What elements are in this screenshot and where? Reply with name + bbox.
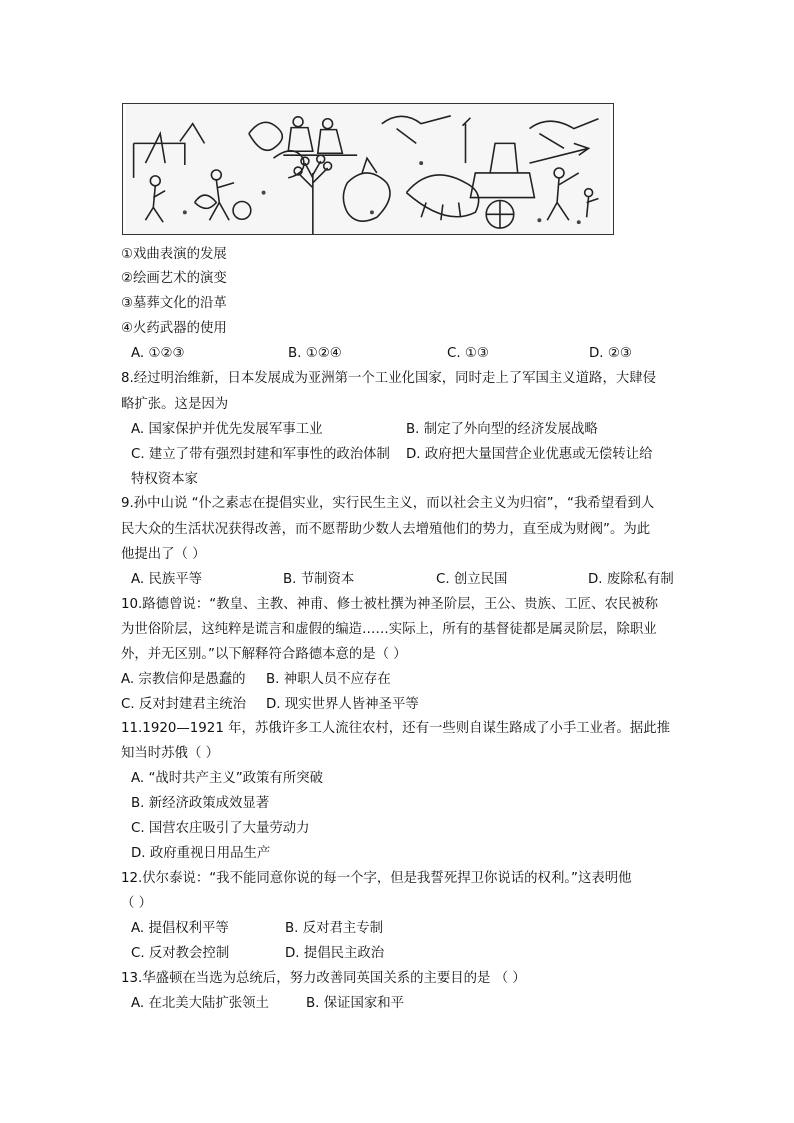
q13-stem: 13.华盛顿在当选为总统后，努力改善同英国关系的主要目的是 （ ） — [121, 971, 526, 986]
q8-stem-line-2: 略扩张。这是因为 — [121, 397, 229, 412]
q7-option-b[interactable]: B. ①②④ — [288, 346, 342, 361]
q10-stem-line-2: 为世俗阶层，这纯粹是谎言和虚假的编造……实际上，所有的基督徒都是属灵阶层，除职业 — [121, 622, 657, 637]
q8-option-a[interactable]: A. 国家保护并优先发展军事工业 — [131, 422, 323, 437]
q11-option-b[interactable]: B. 新经济政策成效显著 — [131, 796, 270, 811]
q10-option-a[interactable]: A. 宗教信仰是愚蠢的 — [121, 672, 246, 687]
q7-item-4: ④火药武器的使用 — [121, 321, 227, 336]
q12-stem-line-2: （ ） — [121, 896, 153, 911]
q8-option-d-continued: 特权资本家 — [131, 472, 198, 487]
q12-stem-line-1: 12.伏尔泰说：“我不能同意你说的每一个字，但是我誓死捍卫你说话的权利。”这表明他 — [121, 871, 632, 886]
q10-option-d[interactable]: D. 现实世界人皆神圣平等 — [266, 697, 419, 712]
q13-option-b[interactable]: B. 保证国家和平 — [306, 996, 405, 1011]
q10-stem-line-3: 外，并无区别。”以下解释符合路德本意的是（ ） — [121, 647, 407, 662]
q10-option-b[interactable]: B. 神职人员不应存在 — [266, 672, 391, 687]
q10-option-c[interactable]: C. 反对封建君主统治 — [121, 697, 246, 712]
q9-option-b[interactable]: B. 节制资本 — [283, 572, 355, 587]
q9-option-d[interactable]: D. 废除私有制 — [588, 572, 674, 587]
q12-option-d[interactable]: D. 提倡民主政治 — [285, 946, 385, 961]
q11-stem-line-2: 知当时苏俄（ ） — [121, 746, 219, 761]
q9-option-a[interactable]: A. 民族平等 — [131, 572, 202, 587]
q13-option-a[interactable]: A. 在北美大陆扩张领土 — [131, 996, 269, 1011]
q11-option-a[interactable]: A. “战时共产主义”政策有所突破 — [131, 771, 323, 786]
q9-stem-line-1: 9.孙中山说 “仆之素志在提倡实业，实行民生主义，而以社会主义为归宿”，“我希望看到人 — [121, 496, 655, 511]
q12-option-c[interactable]: C. 反对教会控制 — [131, 946, 230, 961]
q8-option-d[interactable]: D. 政府把大量国营企业优惠或无偿转让给 — [406, 447, 653, 462]
q9-stem-line-2: 民大众的生活状况获得改善，而不愿帮助少数人去增殖他们的势力，直至成为财阀”。为此 — [121, 522, 651, 537]
q7-option-c[interactable]: C. ①③ — [447, 346, 489, 361]
q12-option-a[interactable]: A. 提倡权利平等 — [131, 921, 229, 936]
relief-illustration — [122, 103, 614, 235]
q7-item-2: ②绘画艺术的演变 — [121, 271, 227, 286]
q9-stem-line-3: 他提出了（ ） — [121, 547, 206, 562]
q11-option-d[interactable]: D. 政府重视日用品生产 — [131, 846, 271, 861]
q8-option-b[interactable]: B. 制定了外向型的经济发展战略 — [406, 422, 598, 437]
q9-option-c[interactable]: C. 创立民国 — [436, 572, 508, 587]
q8-stem-line-1: 8.经过明治维新，日本发展成为亚洲第一个工业化国家，同时走上了军国主义道路，大肆侵 — [121, 371, 657, 386]
q7-option-d[interactable]: D. ②③ — [589, 346, 632, 361]
relief-image — [123, 104, 613, 234]
q11-option-c[interactable]: C. 国营农庄吸引了大量劳动力 — [131, 821, 310, 836]
q7-item-1: ①戏曲表演的发展 — [121, 247, 227, 262]
q7-option-a[interactable]: A. ①②③ — [131, 346, 185, 361]
q8-option-c[interactable]: C. 建立了带有强烈封建和军事性的政治体制 — [131, 447, 390, 462]
q7-item-3: ③墓葬文化的沿革 — [121, 296, 227, 311]
q10-stem-line-1: 10.路德曾说：“教皇、主教、神甫、修士被杜撰为神圣阶层，王公、贵族、工匠、农民被称 — [121, 597, 659, 612]
q11-stem-line-1: 11.1920—1921 年，苏俄许多工人流往农村，还有一些则自谋生路成了小手工业者。据此推 — [121, 721, 670, 736]
q12-option-b[interactable]: B. 反对君主专制 — [285, 921, 384, 936]
